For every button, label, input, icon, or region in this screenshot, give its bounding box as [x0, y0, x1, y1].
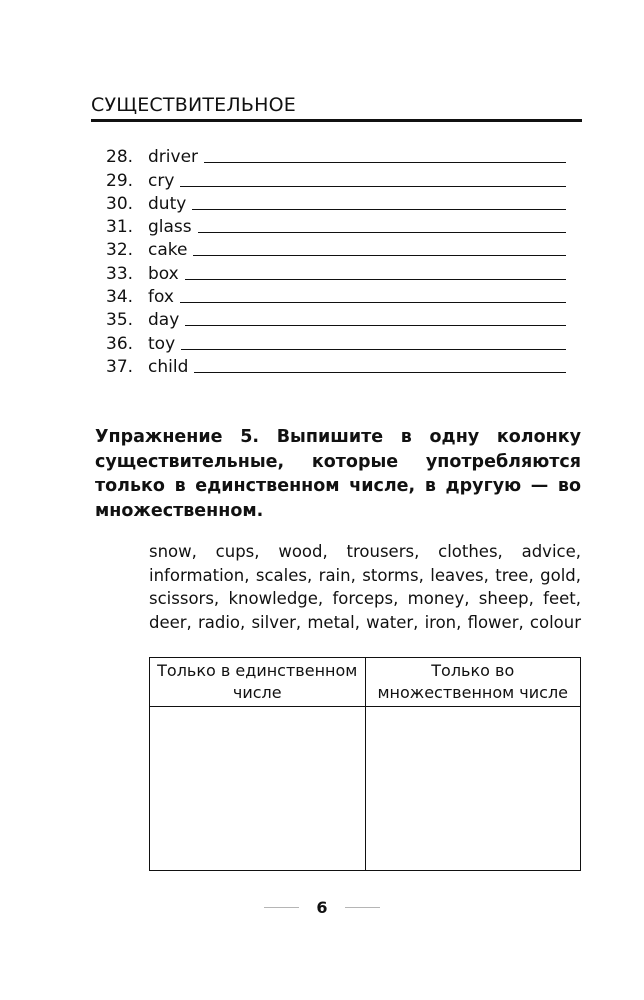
item-number: 36. — [106, 333, 134, 354]
item-word: driver — [148, 147, 199, 168]
item-word: day — [148, 310, 180, 331]
item-word: child — [148, 356, 189, 377]
item-word: cake — [148, 240, 188, 261]
footer-rule-right — [345, 907, 380, 908]
answer-line[interactable] — [180, 185, 566, 187]
list-item — [106, 307, 566, 330]
item-number: 32. — [106, 240, 134, 261]
answer-line[interactable] — [194, 371, 566, 373]
item-number: 28. — [106, 147, 134, 168]
answer-line[interactable] — [185, 324, 566, 326]
item-number: 31. — [106, 217, 134, 238]
list-item — [106, 330, 566, 353]
list-item — [106, 354, 566, 377]
answer-line[interactable] — [193, 254, 566, 256]
page-number: 6 — [316, 898, 328, 917]
item-word: duty — [148, 193, 187, 214]
answer-line[interactable] — [180, 301, 566, 303]
item-word: toy — [148, 333, 176, 354]
answer-line[interactable] — [192, 208, 566, 210]
word-list — [106, 144, 566, 377]
item-number: 30. — [106, 193, 134, 214]
item-word: box — [148, 263, 179, 284]
column-header-plural: Только во множественном числе — [365, 658, 581, 707]
answer-cell-plural[interactable] — [365, 707, 581, 871]
item-number: 37. — [106, 356, 134, 377]
item-word: fox — [148, 287, 174, 308]
word-bank — [149, 540, 581, 634]
list-item — [106, 144, 566, 167]
answer-line[interactable] — [198, 231, 566, 233]
answer-line[interactable] — [181, 348, 566, 350]
answer-line[interactable] — [204, 161, 566, 163]
exercise-instruction: Упражнение 5. Выпишите в одну колонку существительные, которые употребляются только в единственном числе, в другую — во множественном. — [95, 427, 581, 521]
word-bank-line: scissors, knowledge, forceps, money, sheep, feet, — [149, 589, 581, 608]
list-item — [106, 167, 566, 190]
item-number: 34. — [106, 287, 134, 308]
word-bank-line: snow, cups, wood, trousers, clothes, advice, — [149, 542, 581, 561]
item-word: cry — [148, 170, 175, 191]
list-item — [106, 191, 566, 214]
page-footer — [0, 898, 644, 917]
item-number: 29. — [106, 170, 134, 191]
item-word: glass — [148, 217, 192, 238]
answer-cell-singular[interactable] — [150, 707, 366, 871]
column-header-singular: Только в единственном числе — [150, 658, 366, 707]
word-bank-line: deer, radio, silver, metal, water, iron, flower, colour — [149, 612, 581, 632]
footer-rule-left — [264, 907, 299, 908]
header-rule — [91, 119, 582, 122]
answer-table — [149, 657, 581, 871]
page-header-title: СУЩЕСТВИТЕЛЬНОЕ — [91, 94, 296, 116]
list-item — [106, 214, 566, 237]
list-item — [106, 284, 566, 307]
answer-line[interactable] — [185, 278, 566, 280]
list-item — [106, 260, 566, 283]
item-number: 33. — [106, 263, 134, 284]
word-bank-line: information, scales, rain, storms, leaves, tree, gold, — [149, 565, 581, 585]
item-number: 35. — [106, 310, 134, 331]
list-item — [106, 237, 566, 260]
